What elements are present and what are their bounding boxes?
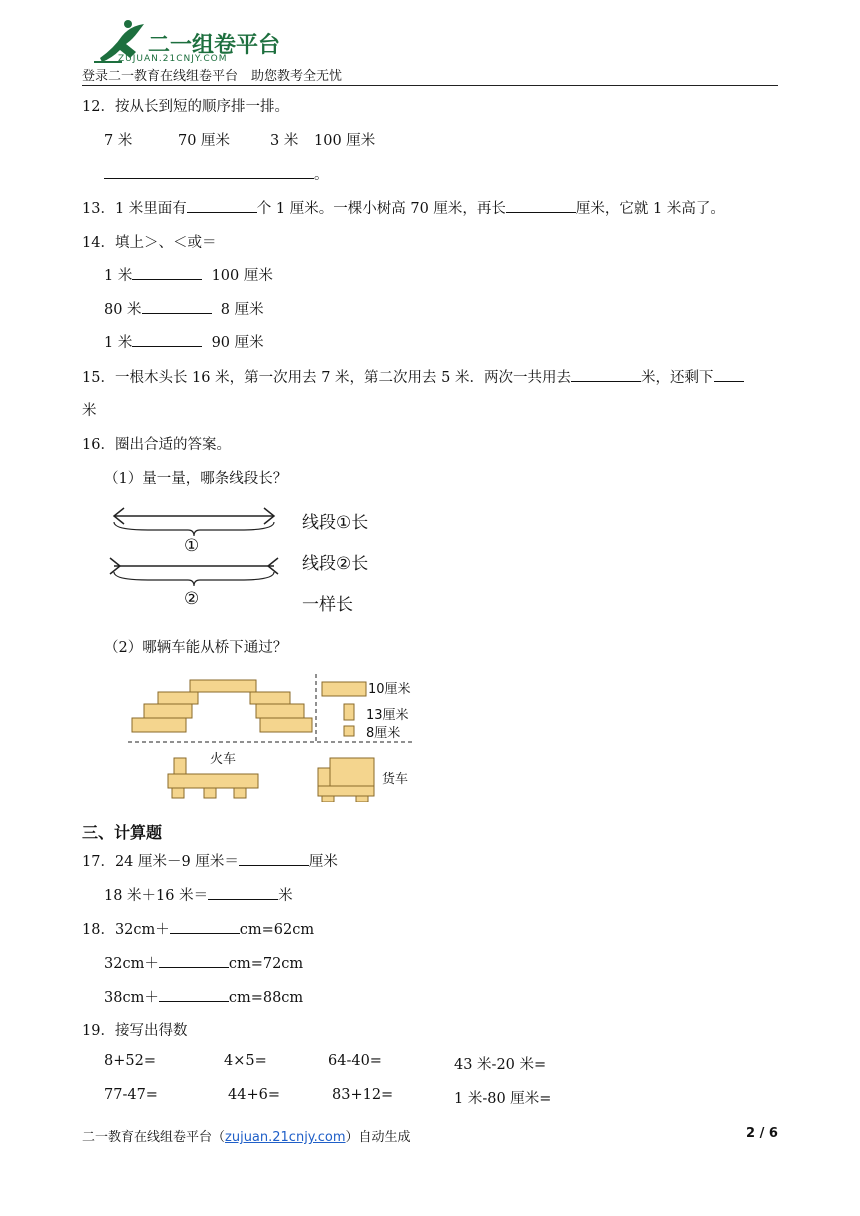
q19-item: 8+52= bbox=[104, 1053, 156, 1069]
q19-item: 43 米-20 米= bbox=[454, 1057, 547, 1073]
footer-link[interactable]: zujuan.21cnjy.com bbox=[225, 1130, 346, 1145]
q18-blank[interactable] bbox=[170, 919, 240, 934]
logo-subtitle: ZUJUAN.21CNJY.COM bbox=[118, 54, 228, 64]
q15-blank-2[interactable] bbox=[714, 367, 744, 382]
dim-label: 10厘米 bbox=[368, 682, 411, 697]
q14-blank[interactable] bbox=[132, 332, 202, 347]
q18-blank[interactable] bbox=[159, 987, 229, 1002]
header-slogan: 登录二一教育在线组卷平台 助您教考全无忧 bbox=[82, 69, 343, 84]
bridge-block bbox=[158, 692, 198, 704]
q16-title: 16．圈出合适的答案。 bbox=[82, 437, 231, 453]
bridge-block bbox=[132, 718, 186, 732]
q19-title: 19．接写出得数 bbox=[82, 1023, 188, 1039]
bridge-block bbox=[250, 692, 290, 704]
q19-item: 77-47= bbox=[104, 1087, 158, 1103]
q17-blank[interactable] bbox=[208, 885, 278, 900]
dim-label: 8厘米 bbox=[366, 726, 401, 741]
q19-item: 64-40= bbox=[328, 1053, 382, 1069]
bridge-block bbox=[144, 704, 192, 718]
footer-source: 二一教育在线组卷平台（zujuan.21cnjy.com）自动生成 bbox=[82, 1130, 411, 1145]
q19-item: 83+12= bbox=[332, 1087, 394, 1103]
q17-blank[interactable] bbox=[239, 851, 309, 866]
q12-item: 7 米 bbox=[104, 133, 133, 149]
header-divider bbox=[82, 85, 778, 86]
segment-1-label: ① bbox=[184, 536, 200, 556]
q14-title: 14．填上＞、＜或＝ bbox=[82, 235, 217, 251]
q18-blank[interactable] bbox=[159, 953, 229, 968]
q14-row-3: 1 米 90 厘米 bbox=[104, 331, 264, 352]
q17-row-2: 18 米＋16 米＝ 米 bbox=[104, 884, 293, 905]
dim-label: 13厘米 bbox=[366, 708, 409, 723]
q15-unit: 米 bbox=[82, 403, 97, 419]
q19-item: 1 米-80 厘米= bbox=[454, 1091, 552, 1107]
bridge-block bbox=[190, 680, 256, 692]
section-title-calculation: 三、计算题 bbox=[82, 823, 163, 842]
q12-item: 100 厘米 bbox=[314, 133, 376, 149]
q18-row-3: 38cm＋ cm=88cm bbox=[104, 986, 303, 1007]
q18-row-2: 32cm＋ cm=72cm bbox=[104, 952, 303, 973]
page-number: 2 / 6 bbox=[746, 1126, 778, 1141]
q12-answer-line[interactable]: 。 bbox=[104, 163, 329, 184]
option-segment-1-longer[interactable]: 线段①长 bbox=[302, 513, 369, 533]
bridge-block bbox=[256, 704, 304, 718]
q19-item: 4×5= bbox=[224, 1053, 267, 1069]
q15: 15．一根木头长 16 米，第一次用去 7 米，第二次用去 5 米．两次一共用去 米，还剩下 bbox=[82, 366, 744, 387]
dim-block-8 bbox=[344, 726, 354, 736]
q16-sub1: （1）量一量，哪条线段长？ bbox=[104, 471, 288, 487]
q18-row-1: 18．32cm＋ cm=62cm bbox=[82, 918, 314, 939]
segment-2-label: ② bbox=[184, 589, 200, 609]
q12-item: 3 米 bbox=[270, 133, 299, 149]
q12-title: 12．按从长到短的顺序排一排。 bbox=[82, 99, 289, 115]
q17-row-1: 17．24 厘米－9 厘米＝ 厘米 bbox=[82, 850, 338, 871]
q13-blank-2[interactable] bbox=[506, 198, 576, 213]
q16-sub2: （2）哪辆车能从桥下通过？ bbox=[104, 640, 288, 656]
truck-label[interactable]: 货车 bbox=[382, 772, 409, 787]
q14-blank[interactable] bbox=[132, 265, 202, 280]
q15-blank-1[interactable] bbox=[571, 367, 641, 382]
q14-row-2: 80 米 8 厘米 bbox=[104, 298, 264, 319]
q12-item: 70 厘米 bbox=[178, 133, 231, 149]
q13-blank-1[interactable] bbox=[187, 198, 257, 213]
option-equal-length[interactable]: 一样长 bbox=[302, 595, 353, 615]
q14-blank[interactable] bbox=[142, 299, 212, 314]
train-label[interactable]: 火车 bbox=[210, 752, 237, 767]
bridge-block bbox=[260, 718, 312, 732]
option-segment-2-longer[interactable]: 线段②长 bbox=[302, 554, 369, 574]
q13: 13．1 米里面有 个 1 厘米。一棵小树高 70 厘米，再长 厘米，它就 1 米高了。 bbox=[82, 197, 725, 218]
dim-block-13 bbox=[344, 704, 354, 720]
logo-text: 二一组卷平台 bbox=[148, 33, 281, 58]
q14-row-1: 1 米 100 厘米 bbox=[104, 264, 273, 285]
dim-block-10 bbox=[322, 682, 366, 696]
q19-item: 44+6= bbox=[228, 1087, 280, 1103]
